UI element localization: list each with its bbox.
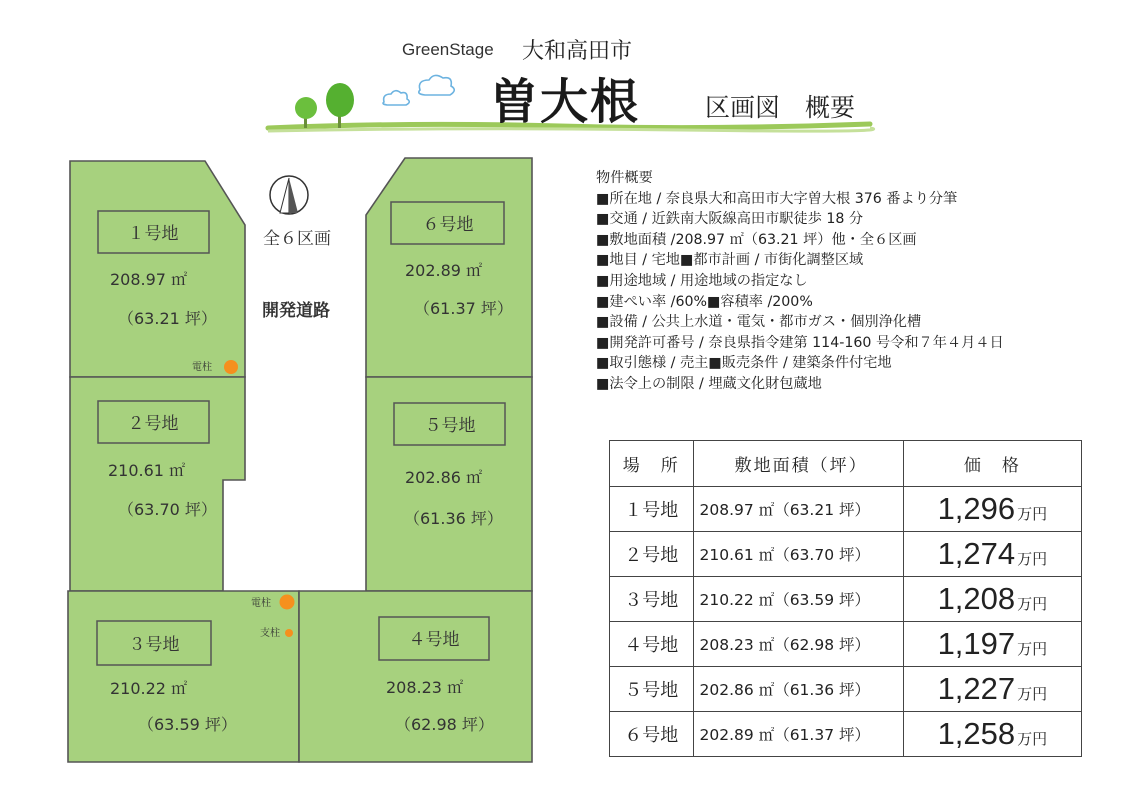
lot-1-name: １号地 xyxy=(127,224,179,244)
lot-3-tsubo: （63.59 坪） xyxy=(138,715,237,734)
price-unit: 万円 xyxy=(1017,685,1048,703)
brand-name: GreenStage xyxy=(402,40,494,59)
header-location: 場 所 xyxy=(610,441,694,487)
price-unit: 万円 xyxy=(1017,595,1048,613)
lot-1-shape xyxy=(70,161,245,377)
row-area: 202.86 ㎡（61.36 坪） xyxy=(693,667,903,712)
utility-pole-icon xyxy=(280,595,295,610)
lot-2-area: 210.61 ㎡ xyxy=(108,461,186,480)
cloud-icon xyxy=(383,75,454,105)
lot-6-tsubo: （61.37 坪） xyxy=(414,299,513,318)
table-row xyxy=(610,712,1082,757)
lot-3-area: 210.22 ㎡ xyxy=(110,679,188,698)
site-plan xyxy=(0,150,560,780)
row-price xyxy=(903,622,1081,667)
support-pole-icon xyxy=(285,629,293,637)
row-lot: ６号地 xyxy=(610,712,694,757)
lot-2-name: ２号地 xyxy=(127,414,179,434)
price-unit: 万円 xyxy=(1017,730,1048,748)
summary-line: ■法令上の制限 / 埋蔵文化財包蔵地 xyxy=(596,375,822,392)
price-value: 1,296 xyxy=(937,491,1016,526)
table-row xyxy=(610,622,1082,667)
road-label: 開発道路 xyxy=(262,301,330,321)
table-header-row xyxy=(610,441,1082,487)
row-area: 210.22 ㎡（63.59 坪） xyxy=(693,577,903,622)
row-lot: １号地 xyxy=(610,487,694,532)
pole-label: 電柱 xyxy=(251,598,271,609)
row-lot: ４号地 xyxy=(610,622,694,667)
row-area: 208.97 ㎡（63.21 坪） xyxy=(693,487,903,532)
price-table xyxy=(609,440,1082,757)
price-value: 1,197 xyxy=(937,626,1016,661)
summary-line: ■地目 / 宅地■都市計画 / 市街化調整区域 xyxy=(596,252,864,269)
summary-line: ■所在地 / 奈良県大和高田市大字曽大根 376 番より分筆 xyxy=(596,190,958,207)
row-price xyxy=(903,667,1081,712)
summary-line: ■開発許可番号 / 奈良県指令建第 114-160 号令和７年４月４日 xyxy=(596,334,1004,351)
lot-4-name: ４号地 xyxy=(408,630,460,650)
price-value: 1,258 xyxy=(937,716,1016,751)
price-value: 1,208 xyxy=(937,581,1016,616)
price-unit: 万円 xyxy=(1017,640,1048,658)
tree-icon xyxy=(326,83,354,128)
row-price xyxy=(903,577,1081,622)
table-row xyxy=(610,667,1082,712)
table-row xyxy=(610,487,1082,532)
lot-1-area: 208.97 ㎡ xyxy=(110,270,188,289)
row-lot: ５号地 xyxy=(610,667,694,712)
page-subtitle: 区画図 概要 xyxy=(705,93,856,122)
row-lot: ３号地 xyxy=(610,577,694,622)
lot-3-shape xyxy=(68,591,299,762)
summary-line: ■交通 / 近鉄南大阪線高田市駅徒歩 18 分 xyxy=(596,211,864,228)
city-name: 大和高田市 xyxy=(522,39,633,64)
row-price xyxy=(903,487,1081,532)
support-label: 支柱 xyxy=(260,628,280,639)
utility-pole-icon xyxy=(224,360,238,374)
row-area: 208.23 ㎡（62.98 坪） xyxy=(693,622,903,667)
summary-line: ■建ぺい率 /60%■容積率 /200% xyxy=(596,293,813,310)
row-lot: ２号地 xyxy=(610,532,694,577)
lot-4-area: 208.23 ㎡ xyxy=(386,678,464,697)
property-summary xyxy=(596,168,1116,395)
price-value: 1,274 xyxy=(937,536,1016,571)
lot-6-area: 202.89 ㎡ xyxy=(405,261,483,280)
summary-line: ■用途地域 / 用途地域の指定なし xyxy=(596,272,808,289)
north-arrow-icon xyxy=(270,176,308,214)
lot-6-name: ６号地 xyxy=(422,215,474,235)
price-unit: 万円 xyxy=(1017,550,1048,568)
lot-5-name: ５号地 xyxy=(424,416,476,436)
row-price xyxy=(903,532,1081,577)
page-title: 曽大根 xyxy=(490,74,641,130)
header-area: 敷地面積（坪） xyxy=(693,441,903,487)
row-area: 210.61 ㎡（63.70 坪） xyxy=(693,532,903,577)
lot-3-name: ３号地 xyxy=(128,635,180,655)
row-price xyxy=(903,712,1081,757)
summary-line: ■取引態様 / 売主■販売条件 / 建築条件付宅地 xyxy=(596,355,892,372)
header xyxy=(0,0,1131,140)
table-row xyxy=(610,532,1082,577)
price-value: 1,227 xyxy=(937,671,1016,706)
lot-5-tsubo: （61.36 坪） xyxy=(404,509,503,528)
tree-icon xyxy=(295,97,317,128)
total-lots-label: 全６区画 xyxy=(263,229,331,249)
table-row xyxy=(610,577,1082,622)
lot-5-area: 202.86 ㎡ xyxy=(405,468,483,487)
lot-2-shape xyxy=(70,377,245,591)
summary-line: ■敷地面積 /208.97 ㎡（63.21 坪）他・全６区画 xyxy=(596,231,917,248)
summary-heading: 物件概要 xyxy=(596,170,653,186)
row-area: 202.89 ㎡（61.37 坪） xyxy=(693,712,903,757)
pole-label: 電柱 xyxy=(192,362,212,373)
lot-2-tsubo: （63.70 坪） xyxy=(118,500,217,519)
summary-line: ■設備 / 公共上水道・電気・都市ガス・個別浄化槽 xyxy=(596,314,922,331)
lot-4-tsubo: （62.98 坪） xyxy=(395,715,494,734)
header-price: 価 格 xyxy=(903,441,1081,487)
price-unit: 万円 xyxy=(1017,505,1048,523)
lot-1-tsubo: （63.21 坪） xyxy=(118,309,217,328)
